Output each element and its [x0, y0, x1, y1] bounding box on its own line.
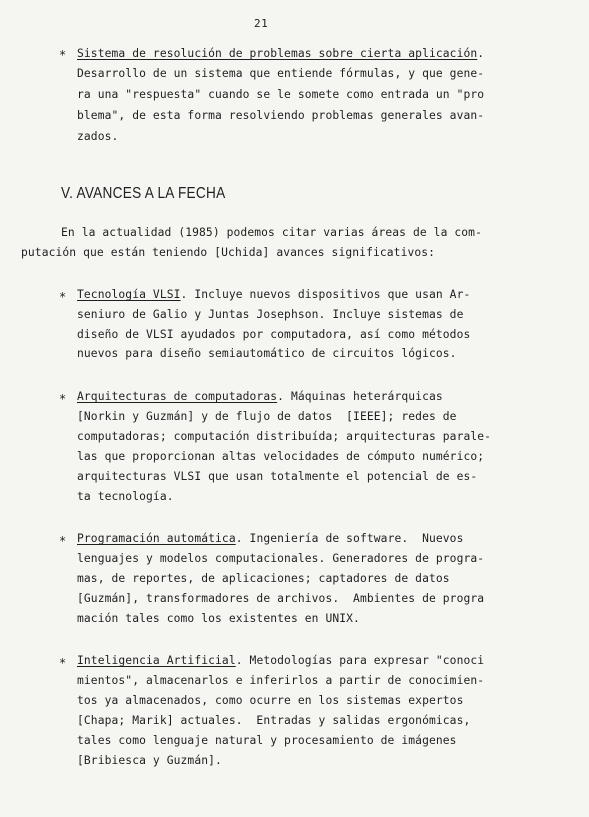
item-title-rest: . Metodologías para expresar "conoci	[235, 654, 485, 667]
paragraph-line: putación que están teniendo [Uchida] avances significativos:	[21, 246, 436, 259]
item-text-line: [Guzmán], transformadores de archivos. Ambientes de progra	[77, 592, 485, 605]
item-text-line: ra una "respuesta" cuando se le somete como entrada un "pro	[77, 88, 485, 101]
item-text-line: tales como lenguaje natural y procesamiento de imágenes	[77, 734, 457, 747]
item-text-line: diseño de VLSI ayudados por computadora, así como métodos	[77, 328, 471, 341]
item-text-line: zados.	[77, 130, 119, 143]
bullet-marker: *	[59, 656, 67, 670]
item-text-line: arquitecturas VLSI que usan totalmente el potencial de es-	[77, 470, 478, 483]
item-title-rest: . Incluye nuevos dispositivos que usan Ar-	[180, 288, 471, 301]
item-text-line: mas, de reportes, de aplicaciones; captadores de datos	[77, 572, 450, 585]
item-title: Inteligencia Artificial	[77, 654, 236, 667]
item-text-line: ta tecnología.	[77, 490, 174, 503]
item-text-line: blema", de esta forma resolviendo problemas generales avan-	[77, 109, 485, 122]
item-text-line: mación tales como los existentes en UNIX.	[77, 612, 360, 625]
item-text-line: mientos", almacenarlos e inferirlos a partir de conocimien-	[77, 674, 485, 687]
item-title-line	[77, 288, 470, 302]
item-text-line: seniuro de Galio y Juntas Josephson. Incluye sistemas de	[77, 308, 464, 321]
item-text-line: computadoras; computación distribuída; arquitecturas parale-	[77, 430, 492, 443]
item-text-line: [Norkin y Guzmán] y de flujo de datos [IEEE]; redes de	[77, 410, 457, 423]
page-number: 21	[254, 17, 269, 30]
item-text-line: tos ya almacenados, como ocurre en los sistemas expertos	[77, 694, 464, 707]
bullet-marker: *	[59, 290, 67, 304]
section-heading: V. AVANCES A LA FECHA	[61, 185, 226, 202]
item-text-line: las que proporcionan altas velocidades de cómputo numérico;	[77, 450, 485, 463]
item-text-line: Desarrollo de un sistema que entiende fórmulas, y que gene-	[77, 67, 485, 80]
bullet-marker: *	[59, 48, 67, 62]
item-title-rest: . Ingeniería de software. Nuevos	[235, 532, 464, 545]
item-title-line	[77, 654, 484, 668]
item-title-rest: . Máquinas heterárquicas	[277, 390, 443, 403]
item-text-line: nuevos para diseño semiautomático de circuitos lógicos.	[77, 347, 457, 360]
item-title: Arquitecturas de computadoras	[77, 390, 278, 403]
item-title-line	[77, 47, 484, 61]
item-text-line: [Bribiesca y Guzmán].	[77, 754, 222, 767]
item-title: Tecnología VLSI	[77, 288, 181, 301]
bullet-marker: *	[59, 534, 67, 548]
item-title-end: .	[477, 47, 485, 60]
item-text-line: lenguajes y modelos computacionales. Generadores de progra-	[77, 552, 485, 565]
paragraph-line: En la actualidad (1985) podemos citar varias áreas de la com-	[61, 226, 482, 239]
item-title-line	[77, 532, 463, 546]
item-title-line	[77, 390, 443, 404]
item-title: Programación automática	[77, 532, 236, 545]
bullet-marker: *	[59, 392, 67, 406]
item-title: Sistema de resolución de problemas sobre cierta aplicación	[77, 47, 478, 60]
item-text-line: [Chapa; Marik] actuales. Entradas y salidas ergonómicas,	[77, 714, 471, 727]
